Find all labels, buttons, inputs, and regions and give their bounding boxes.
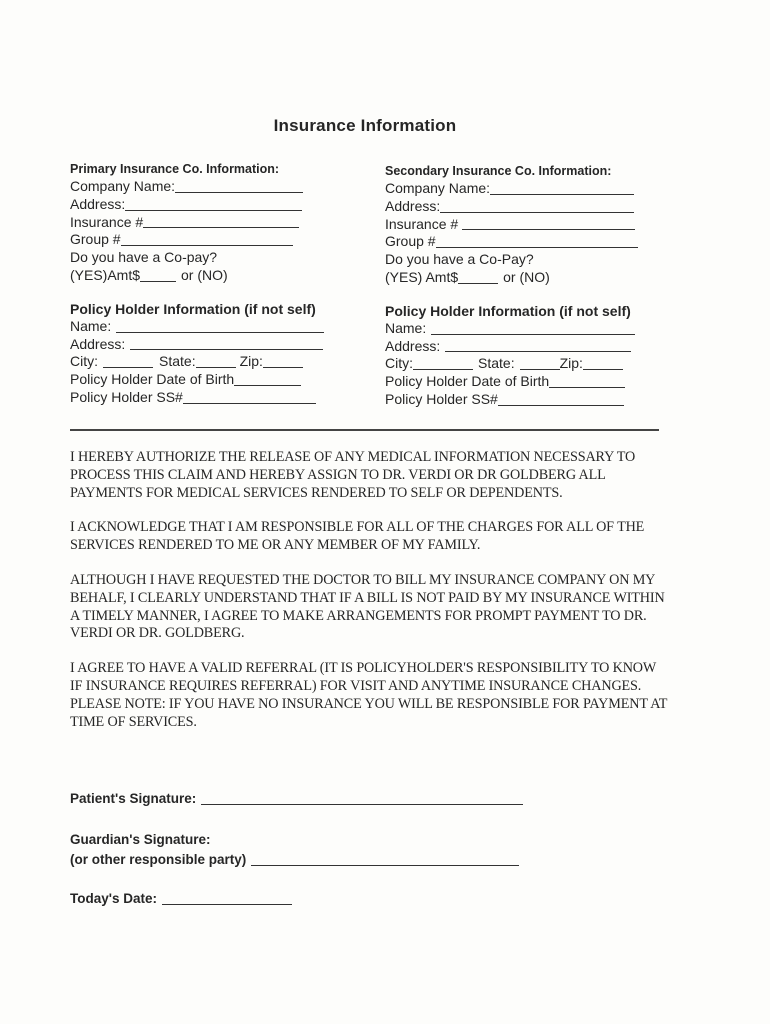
primary-company-field[interactable] [175,179,303,193]
secondary-holder-city-field[interactable] [413,356,473,370]
responsibility-paragraph: I ACKNOWLEDGE THAT I AM RESPONSIBLE FOR ALL OF THE CHARGES FOR ALL OF THE SERVICES RENDERED TO ME OR ANY MEMBER OF MY FAMILY. [70,519,645,554]
primary-holder-zip-field[interactable] [263,354,303,368]
secondary-insurance-row [385,216,665,234]
secondary-holder-ss-row [385,391,665,409]
secondary-holder-state-field[interactable] [520,356,560,370]
primary-group-label: Group # [70,231,121,248]
primary-company-label: Company Name: [70,178,176,194]
no-insurance-note: PLEASE NOTE: IF YOU HAVE NO INSURANCE YOU WILL BE RESPONSIBLE FOR PAYMENT AT TIME OF SERVICES. [70,695,668,730]
primary-copay-yes-label: (YES)Amt$ [70,266,141,283]
secondary-holder-city-label: City: [385,355,413,372]
primary-copay-question [70,249,350,267]
section-divider [70,429,659,431]
secondary-holder-dob-field[interactable] [549,374,625,388]
todays-date-label: Today's Date: [70,891,157,906]
primary-insurance-section [70,161,350,407]
primary-holder-address-field[interactable] [130,336,323,350]
secondary-holder-address-field[interactable] [445,338,631,352]
primary-copay-amount-field[interactable] [140,268,176,282]
secondary-address-label: Address: [385,197,441,214]
primary-holder-dob-label: Policy Holder Date of Birth [70,371,235,388]
patient-signature-field[interactable] [201,790,523,805]
primary-holder-address-label: Address: [70,335,126,352]
secondary-copay-question [385,251,665,269]
primary-address-row [70,196,350,214]
primary-insurance-field[interactable] [143,214,299,228]
primary-holder-ss-row [70,389,350,407]
primary-holder-name-row [70,318,350,336]
secondary-address-field[interactable] [440,199,634,213]
secondary-copay-row [385,269,665,287]
secondary-holder-address-row [385,338,665,356]
primary-insurance-heading: Primary Insurance Co. Information: [70,162,280,176]
todays-date-field[interactable] [162,890,292,905]
guardian-signature-row [70,850,519,870]
secondary-copay-amount-field[interactable] [458,270,498,284]
page-title [0,116,770,136]
secondary-holder-name-field[interactable] [431,321,635,335]
secondary-holder-zip-field[interactable] [583,356,623,370]
secondary-group-field[interactable] [436,234,638,248]
authorization-paragraph: I HEREBY AUTHORIZE THE RELEASE OF ANY MEDICAL INFORMATION NECESSARY TO PROCESS THIS CLAIM AND HEREBY ASSIGN TO DR. VERDI OR DR GOLDBERG ALL PAYMENTS FOR MEDICAL SERVICES RENDERED TO SELF OR DEPENDENTS. [70,449,636,501]
primary-holder-dob-row [70,371,350,389]
patient-signature-label: Patient's Signature: [70,791,197,806]
secondary-company-row [385,180,665,198]
referral-paragraph: I AGREE TO HAVE A VALID REFERRAL (IT IS POLICYHOLDER'S RESPONSIBILITY TO KNOW IF INSURANCE REQUIRES REFERRAL) FOR VISIT AND ANYTIME INSURANCE CHANGES. [70,660,656,694]
secondary-insurance-heading: Secondary Insurance Co. Information: [385,164,612,178]
secondary-copay-question-text: Do you have a Co-Pay? [385,251,534,268]
primary-insurance-label: Insurance # [70,213,144,230]
primary-holder-zip-label: Zip: [239,353,263,370]
secondary-holder-name-label: Name: [385,319,427,336]
guardian-signature-sublabel: (or other responsible party) [70,852,247,867]
primary-holder-city-label: City: [70,353,98,370]
primary-holder-ss-label: Policy Holder SS# [70,388,183,405]
billing-paragraph: ALTHOUGH I HAVE REQUESTED THE DOCTOR TO BILL MY INSURANCE COMPANY ON MY BEHALF, I CLEARLY UNDERSTAND THAT IF A BILL IS NOT PAID BY MY INSURANCE WITHIN A TIMELY MANNER, I AGREE TO MAKE ARRANGEMENTS FOR PROMPT PAYMENT TO DR. VERDI OR DR. GOLDBERG. [70,571,665,642]
primary-address-field[interactable] [125,197,302,211]
secondary-holder-ss-field[interactable] [498,392,624,406]
authorization-text [70,449,670,748]
secondary-copay-yes-label: (YES) Amt$ [385,268,459,285]
primary-holder-name-field[interactable] [116,319,324,333]
primary-company-row [70,178,350,196]
primary-holder-heading: Policy Holder Information (if not self) [70,300,316,317]
secondary-group-label: Group # [385,233,436,250]
secondary-holder-ss-label: Policy Holder SS# [385,390,498,407]
secondary-insurance-section [385,163,665,409]
primary-holder-state-field[interactable] [196,354,236,368]
primary-holder-state-label: State: [159,353,196,370]
secondary-holder-city-row [385,355,665,373]
secondary-holder-name-row [385,320,665,338]
todays-date-row [70,889,292,909]
secondary-copay-no-label: or (NO) [503,268,550,285]
primary-copay-row [70,267,350,285]
patient-signature-row [70,789,523,809]
secondary-holder-state-label: State: [478,355,515,372]
primary-holder-city-row [70,353,350,371]
primary-copay-question-text: Do you have a Co-pay? [70,249,218,266]
page-title-text: Insurance Information [273,116,457,135]
guardian-signature-heading [70,830,210,850]
primary-group-row [70,231,350,249]
secondary-insurance-label: Insurance # [385,215,459,232]
primary-copay-no-label: or (NO) [181,266,228,283]
primary-address-label: Address: [70,195,126,212]
secondary-holder-dob-label: Policy Holder Date of Birth [385,373,550,390]
secondary-address-row [385,198,665,216]
primary-insurance-row [70,214,350,232]
guardian-signature-field[interactable] [251,851,519,866]
secondary-insurance-field[interactable] [462,216,635,230]
primary-holder-address-row [70,336,350,354]
secondary-holder-zip-label: Zip: [559,355,583,372]
guardian-signature-label: Guardian's Signature: [70,832,211,847]
secondary-company-field[interactable] [490,181,634,195]
secondary-holder-heading: Policy Holder Information (if not self) [385,302,631,319]
secondary-group-row [385,233,665,251]
secondary-company-label: Company Name: [385,180,491,196]
secondary-holder-address-label: Address: [385,337,441,354]
primary-group-field[interactable] [121,232,293,246]
primary-holder-city-field[interactable] [103,354,153,368]
secondary-holder-dob-row [385,373,665,391]
primary-holder-dob-field[interactable] [234,372,301,386]
primary-holder-ss-field[interactable] [183,390,316,404]
primary-holder-name-label: Name: [70,317,112,334]
